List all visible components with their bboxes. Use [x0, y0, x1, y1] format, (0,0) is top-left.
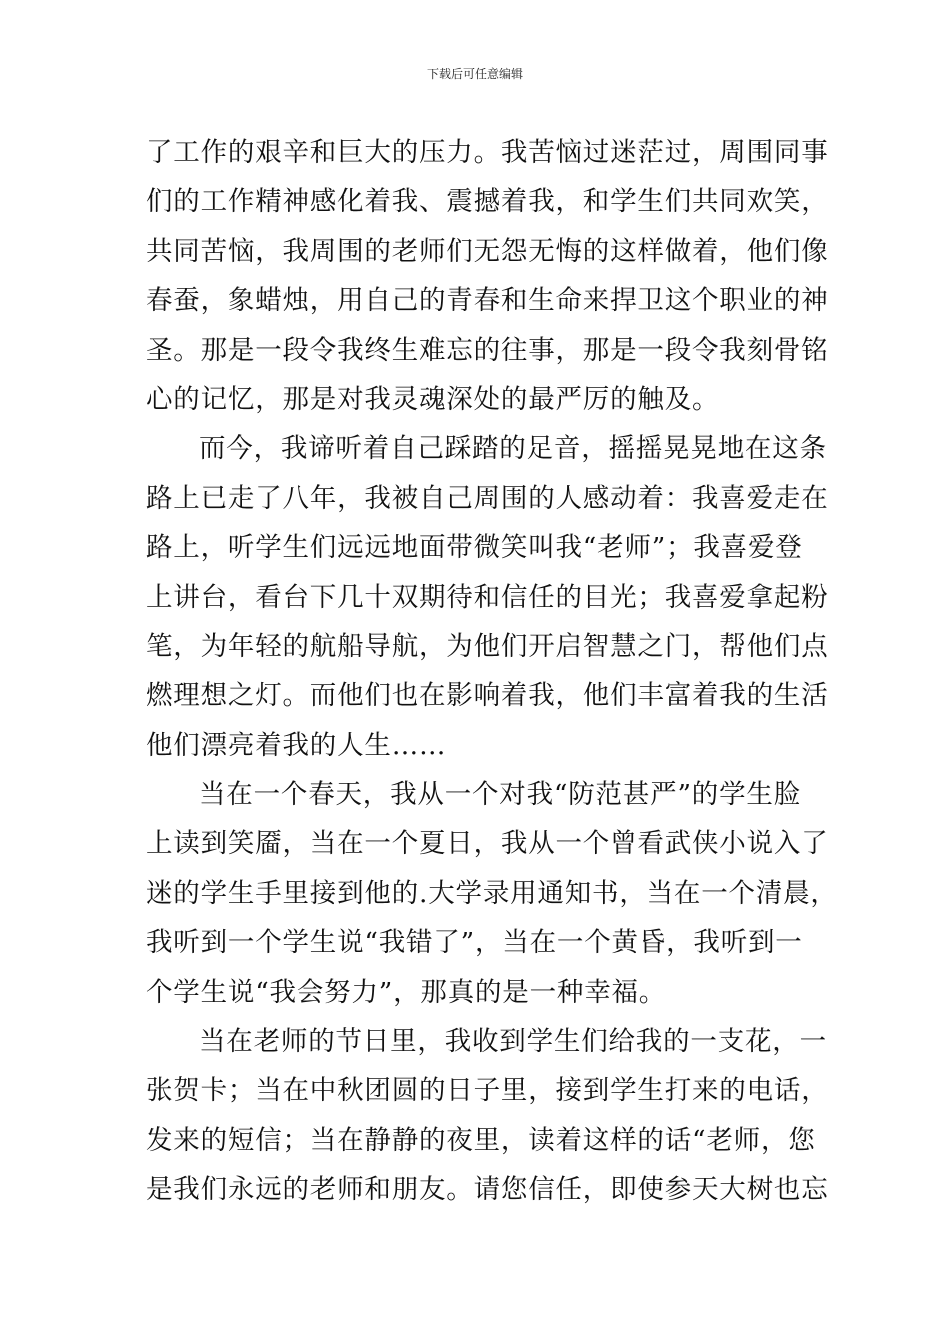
text-line: 上读到笑靥，当在一个夏日，我从一个曾看武侠小说入了	[146, 828, 829, 860]
text-line: 圣。那是一段令我终生难忘的往事，那是一段令我刻骨铭	[146, 334, 829, 366]
text-line: 们的工作精神感化着我、震撼着我，和学生们共同欢笑，	[146, 186, 829, 218]
text-line: 心的记忆，那是对我灵魂深处的最严厉的触及。	[146, 383, 720, 415]
page-header-note: 下载后可任意编辑	[426, 67, 523, 81]
text-line: 张贺卡；当在中秋团圆的日子里，接到学生打来的电话，	[146, 1075, 829, 1107]
paragraph-first-line: 而今，我谛听着自己踩踏的足音，摇摇晃晃地在这条	[199, 433, 827, 465]
text-line: 个学生说“我会努力”，那真的是一种幸福。	[146, 976, 667, 1008]
paragraph-first-line: 当在老师的节日里，我收到学生们给我的一支花，一	[199, 1026, 827, 1058]
text-line: 上讲台，看台下几十双期待和信任的目光；我喜爱拿起粉	[146, 581, 829, 613]
text-line: 他们漂亮着我的人生……	[146, 729, 447, 761]
text-line: 迷的学生手里接到他的.大学录用通知书，当在一个清晨，	[146, 877, 838, 909]
text-line: 笔，为年轻的航船导航，为他们开启智慧之门，帮他们点	[146, 630, 829, 662]
text-line: 春蚕，象蜡烛，用自己的青春和生命来捍卫这个职业的神	[146, 285, 829, 317]
text-line: 我听到一个学生说“我错了”，当在一个黄昏，我听到一	[146, 927, 803, 959]
text-line: 燃理想之灯。而他们也在影响着我，他们丰富着我的生活	[146, 680, 829, 712]
text-line: 发来的短信；当在静静的夜里，读着这样的话“老师，您	[146, 1124, 816, 1156]
text-line: 路上，听学生们远远地面带微笑叫我“老师”；我喜爱登	[146, 532, 803, 564]
document-body	[146, 128, 838, 1215]
text-line: 是我们永远的老师和朋友。请您信任，即使参天大树也忘	[146, 1174, 829, 1206]
paragraph-first-line: 当在一个春天，我从一个对我“防范甚严”的学生脸	[199, 779, 801, 811]
text-line: 了工作的艰辛和巨大的压力。我苦恼过迷茫过，周围同事	[146, 137, 829, 168]
text-line: 路上已走了八年，我被自己周围的人感动着：我喜爱走在	[146, 482, 829, 514]
text-line: 共同苦恼，我周围的老师们无怨无悔的这样做着，他们像	[146, 235, 829, 267]
